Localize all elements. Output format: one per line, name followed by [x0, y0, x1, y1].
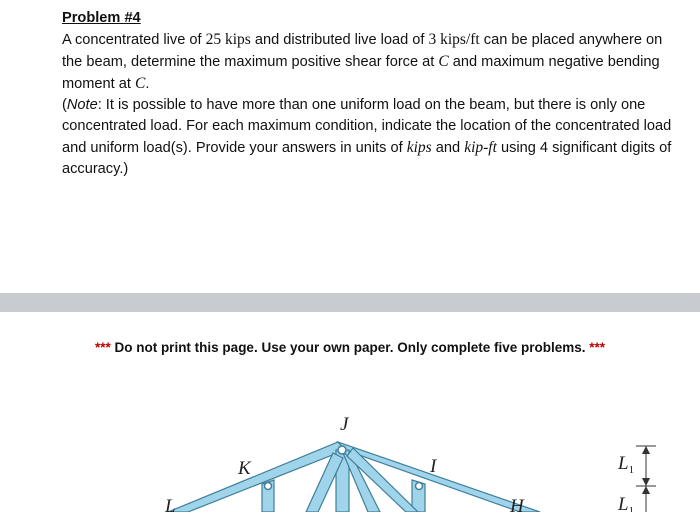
dim-arrow-top: [642, 446, 650, 454]
joint-label-k: K: [238, 458, 251, 479]
unit-kip-ft: kip-ft: [464, 139, 497, 156]
statement-text: and distributed live load of: [250, 32, 429, 48]
point-c-label: C: [438, 53, 449, 70]
pin-j: [338, 446, 346, 454]
statement-text: can be placed anywhere on the beam, determine the maximum positive shear force at: [62, 32, 663, 70]
dimension-label-lower: [617, 494, 634, 512]
print-warning: [0, 340, 700, 355]
dimension-subscript: 1: [628, 464, 635, 476]
warning-stars-right: ***: [589, 340, 606, 355]
joint-label-l: L: [165, 496, 176, 512]
dim-arrow-mid-up: [642, 478, 650, 486]
distributed-load-value: 3 kips/ft: [428, 31, 480, 48]
note-text: and: [431, 140, 465, 156]
truss-members: [168, 442, 540, 512]
joint-label-h: H: [510, 496, 524, 512]
statement-text: .: [145, 76, 150, 92]
point-c-label: C: [135, 75, 146, 92]
dimension-lines: [636, 446, 656, 512]
problem-statement: [62, 29, 672, 95]
dimension-subscript: 1: [628, 505, 635, 512]
problem-title: Problem #4: [62, 10, 141, 26]
dimension-label-upper: [617, 453, 634, 476]
joint-label-i: I: [430, 456, 437, 477]
warning-stars-left: ***: [94, 340, 111, 355]
problem-note: [62, 95, 672, 180]
truss-figure: [0, 400, 700, 512]
dimension-letter: L: [618, 453, 629, 474]
note-label: Note: [66, 97, 98, 113]
joint-label-j: J: [340, 414, 349, 435]
note-paren: (: [62, 97, 67, 113]
pin-k: [265, 483, 272, 490]
dim-arrow-mid-down: [642, 486, 650, 494]
warning-text: Do not print this page. Use your own paper. Only complete five problems.: [110, 340, 590, 355]
concentrated-load-value: 25 kips: [205, 31, 251, 48]
page-divider: [0, 293, 700, 312]
unit-kips: kips: [406, 139, 432, 156]
statement-text: A concentrated live of: [62, 32, 206, 48]
note-text: : It is possible to have more than one uniform load on the beam, but there is only one concentrated load. For each maximum condition, indicate the location of the concentrated load and uniform load(s). Provide your answers in units of: [62, 97, 672, 156]
pin-i: [416, 483, 423, 490]
truss-diagram: [0, 400, 700, 512]
problem-block: [62, 8, 672, 180]
statement-text: and maximum negative bending moment at: [62, 54, 660, 92]
dimension-letter: L: [618, 494, 629, 512]
note-text: using 4 significant digits of accuracy.): [62, 140, 672, 177]
